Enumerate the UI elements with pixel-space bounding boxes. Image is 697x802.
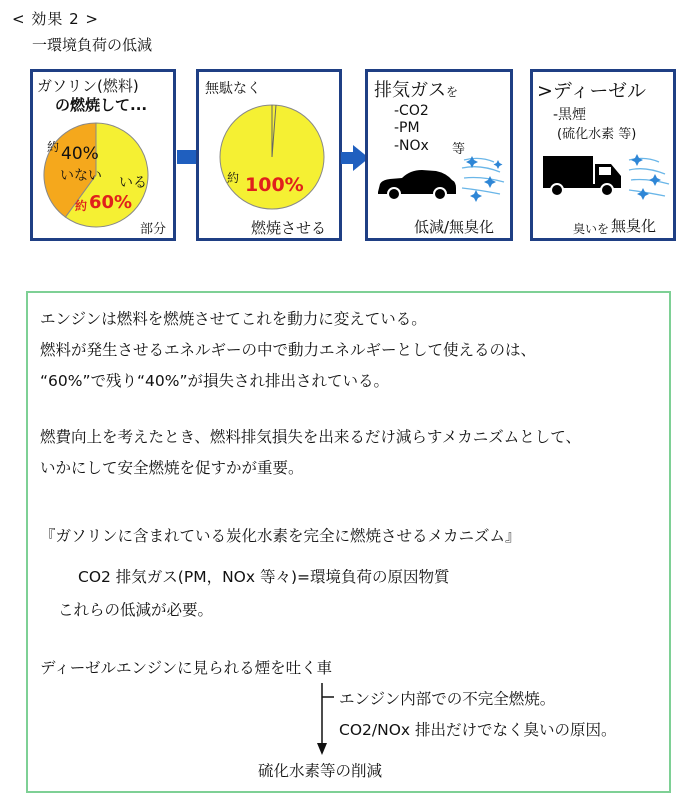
exhaust-title-text: 排気ガス [374, 80, 446, 101]
p5-branch1: エンジン内部での不完全燃焼。 [339, 690, 556, 708]
pct-40-prefix: 約 [47, 140, 60, 154]
panel-diesel [530, 69, 676, 241]
branch-arrow [314, 683, 336, 757]
exhaust-items-suffix: 等 [452, 142, 466, 157]
exhaust-item-nox: -NOx [394, 138, 429, 154]
pct-60-prefix: 約 [75, 199, 88, 213]
p5-diesel: ディーゼルエンジンに見られる煙を吐く車 [40, 659, 333, 677]
p5-result: 硫化水素等の削減 [258, 762, 383, 780]
p4-line1: CO2 排気ガス(PM，NOx 等々)=環境負荷の原因物質 [78, 568, 450, 586]
pct-100-prefix: 約 [227, 171, 240, 185]
diesel-caption: 無臭化 [611, 217, 657, 235]
diesel-item-smoke: -黒煙 [553, 107, 587, 123]
diesel-caption-small: 臭いを [573, 222, 610, 236]
exhaust-sparkle-icon [460, 152, 510, 208]
exhaust-caption: 低減/無臭化 [414, 218, 495, 236]
gasoline-title-line2: の燃焼して... [55, 96, 148, 114]
burned-label: いる [119, 175, 147, 191]
car-icon [376, 168, 458, 202]
diesel-item-sub: (硫化水素 等) [557, 127, 637, 142]
p3-mechanism: 『ガソリンに含まれている炭化水素を完全に燃焼させるメカニズム』 [40, 527, 521, 545]
diesel-title: >ディーゼル [537, 80, 647, 102]
p1-line3: “60%”で残り“40%”が損失され排出されている。 [40, 372, 390, 390]
p1-line2: 燃料が発生させるエネルギーの中で動力エネルギーとして使えるのは、 [40, 341, 537, 359]
exhaust-item-co2: -CO2 [394, 103, 429, 119]
portion-label: 部分 [140, 222, 167, 237]
pct-40-label: 40% [61, 144, 99, 164]
panel-exhaust [365, 69, 513, 241]
p5-branch2: CO2/NOx 排出だけでなく臭いの原因。 [339, 721, 617, 739]
diesel-sparkle-icon [627, 152, 673, 204]
p2-line1: 燃費向上を考えたとき、燃料排気損失を出来るだけ減らすメカニズムとして、 [40, 428, 581, 446]
section-title: < 効果 2 > [12, 10, 99, 28]
arrow-down-icon [317, 743, 327, 755]
panel-complete-burn [196, 69, 342, 241]
exhaust-title [374, 76, 458, 102]
pct-60-label: 60% [89, 192, 133, 213]
p1-line1: エンジンは燃料を燃焼させてこれを動力に変えている。 [40, 310, 427, 328]
p4-line2: これらの低減が必要。 [58, 601, 214, 619]
gasoline-title-line1: ガソリン(燃料) [37, 77, 139, 95]
complete-burn-caption: 燃焼させる [251, 219, 327, 237]
truck-icon [541, 154, 625, 198]
not-burned-label: いない [60, 168, 102, 184]
exhaust-title-suffix: を [446, 85, 459, 99]
exhaust-item-pm: -PM [394, 120, 420, 136]
complete-burn-title: 無駄なく [205, 81, 261, 97]
pct-100-label: 100% [245, 174, 304, 196]
panel-gasoline [30, 69, 176, 241]
p2-line2: いかにして安全燃焼を促すかが重要。 [40, 459, 304, 477]
section-subtitle: 一環境負荷の低減 [32, 36, 153, 54]
explanation-box [26, 291, 671, 793]
